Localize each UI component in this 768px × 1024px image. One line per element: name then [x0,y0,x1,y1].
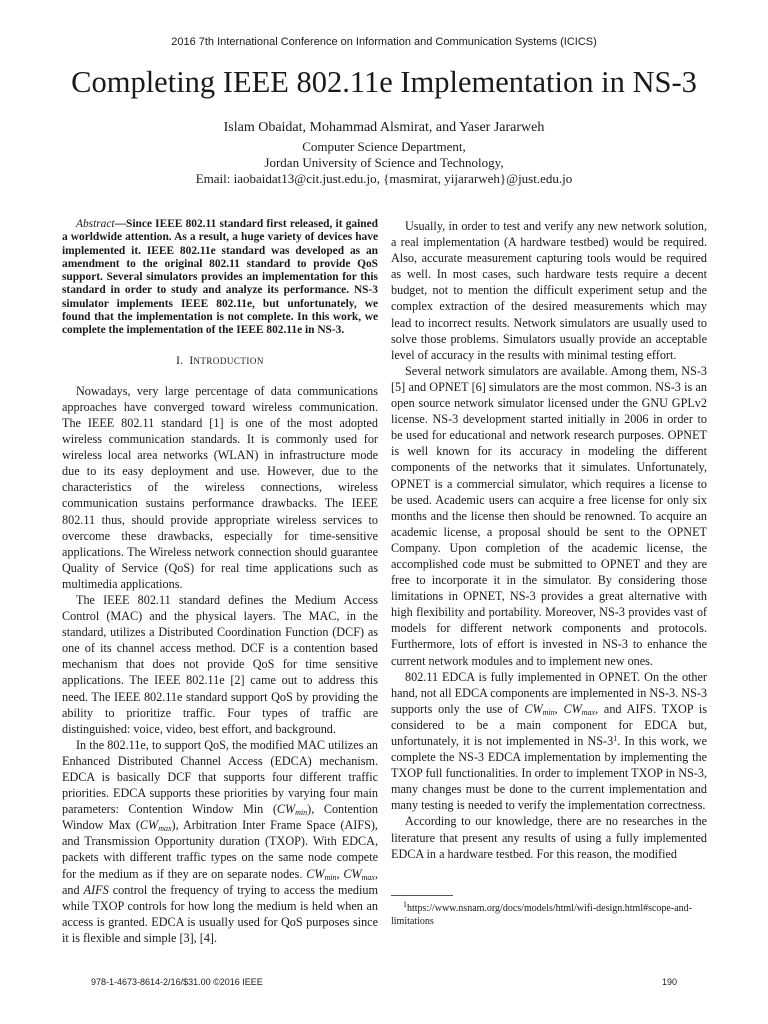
math-subscript: max [158,824,172,834]
math-subscript: max [361,872,375,882]
intro-paragraph-3 [62,737,378,946]
text-segment: ), Contention Window Max ( [62,802,378,833]
math-subscript: min [295,808,308,818]
abstract-heading: Abstract [76,218,115,230]
math-symbol: CW [139,818,159,833]
math-subscript: max [581,707,596,717]
math-symbol: CW [343,866,362,881]
text-segment: In the 802.11e, to support QoS, the modified MAC utilizes an Enhanced Distributed Channel Access (EDCA) mechanism. EDCA is basically DCF that supports four different traffic priorities. EDCA supports these priorities by varying four main parameters: Contention Window Min ( [62,737,378,817]
math-symbol: CW [306,866,325,881]
footnote-url: https://www.nsnam.org/docs/models/html/wifi-design.html#scope-and-limitations [391,903,692,927]
footnote-number: 1 [403,900,407,909]
math-cw-min [524,702,554,716]
math-symbol: CW [524,701,543,716]
text-segment: , [554,701,564,716]
author-email: Email: iaobaidat13@cit.just.edu.jo, {masmirat, yijararweh}@just.edu.jo [195,171,573,186]
math-symbol: CW [563,701,582,716]
text-segment: . In this work, we complete the NS-3 EDCA implementation by implementing the TXOP full functionalities. In order to implement TXOP in NS-3, many changes must be done to the current implementation and many testing is needed to verify the implementation correctness. [391,734,707,813]
abstract [62,218,378,338]
paper-title: Completing IEEE 802.11e Implementation in NS-3 [71,65,697,99]
authors-block [0,118,768,187]
math-aifs: AIFS [83,882,109,897]
intro-paragraph-7: According to our knowledge, there are no researches in the literature that present any results of using a fully implemented EDCA in a hardware testbed. For this reason, the modified [391,814,707,861]
math-cw-max [343,867,375,881]
section-number: I. [176,354,184,367]
left-column [62,218,378,946]
math-subscript: min [324,872,337,882]
author-department: Computer Science Department, [302,139,466,154]
intro-paragraph-2: The IEEE 802.11 standard defines the Medium Access Control (MAC) and the physical layers. The MAC, in the standard, utilizes a Distributed Coordination Function (DCF) as one of its channel access method. DCF is a contention based mechanism that does not provide QoS for time sensitive applications. The IEEE 802.11e [2] came out to address this need. The IEEE 802.11e standard support QoS by providing the ability to prioritize traffic. Four types of traffic are distinguished: voice, video, best effort, and background. [62,592,378,736]
page-number: 190 [662,977,678,987]
text-segment: , and AIFS. TXOP is considered to be a main component for EDCA but, unfortunately, it is not implemented in NS-3 [391,701,708,748]
math-cw-max [140,818,172,832]
footnote-rule [391,895,453,896]
math-symbol: CW [276,802,296,817]
conference-header: 2016 7th International Conference on Information and Communication Systems (ICICS) [171,36,597,48]
author-university: Jordan University of Science and Technology, [264,155,504,170]
intro-paragraph-1: Nowadays, very large percentage of data communications approaches have converged toward wireless communication. The IEEE 802.11 standard [1] is one of the most adopted wireless communication standards. It is commonly used for wireless local area networks (WLAN) in infrastructure mode due to its easy deployment and use. However, due to the characteristics of the wireless connections, wireless communication sustains performance drawbacks. The IEEE 802.11 thus, should provide appropriate wireless services to overcome these drawbacks, especially for time-sensitive applications. The Wireless network connection should guarantee Quality of Service (QoS) for real time applications such as multimedia applications. [62,383,378,591]
author-names: Islam Obaidat, Mohammad Alsmirat, and Yaser Jararweh [223,120,545,135]
text-segment: 802.11 EDCA is fully implemented in OPNET. On the other hand, not all EDCA components are implemented in NS-3. NS-3 supports only the use of [391,669,707,716]
footnote-mark: 1 [613,734,618,743]
math-cw-max [563,702,595,716]
section-title-rest: NTRODUCTION [193,355,264,366]
math-subscript: min [542,707,555,717]
math-cw-min [306,867,336,881]
isbn-copyright: 978-1-4673-8614-2/16/$31.00 ©2016 IEEE [91,977,263,987]
intro-paragraph-6 [391,669,707,814]
section-title-initial: I [189,354,194,367]
footnote [391,902,707,928]
text-segment: , [336,866,344,881]
text-segment: , and [62,866,378,897]
math-cw-min [277,802,307,816]
text-segment: control the frequency of trying to access the medium while TXOP controls for how long the medium is held when an access is granted. EDCA is usually used for QoS purposes since it is flexible and simple [3], [4]. [62,882,378,945]
intro-paragraph-5: Several network simulators are available. Among them, NS-3 [5] and OPNET [6] simulators are the most common. NS-3 is an open source network simulator licensed under the GNU GPLv2 license. NS-3 development started initially in 2006 in order to be used for educational and network research purposes. OPNET is well known for its accuracy in modeling the different components of the networks that it simulates. Unfortunately, OPNET is a commercial simulator, which requires a license to be used. Academic users can acquire a free license for only six months and the license then should be renowned. To acquire an academic license, a proposal should be sent to the OPNET Company. Upon completion of the academic license, the accomplished code must be submitted to OPNET and they are free to incorporate it in the simulator. By considering those limitations in OPNET, NS-3 provides a great alternative with high flexibility and portability. Moreover, NS-3 provides vast of models for different network components and protocols. Furthermore, lots of effort is invested in NS-3 to enhance the current network modules and to implement new ones. [391,363,707,668]
section-heading-introduction [62,353,378,369]
abstract-text: —Since IEEE 802.11 standard first released, it gained a worldwide attention. As a result, a huge variety of devices have implemented it. IEEE 802.11e standard was developed as an amendment to the original 802.11 standard to provide QoS support. Several simulators provides an implementation for this standard in order to study and analyze its performance. NS-3 simulator implements IEEE 802.11e, but unfortunately, we found that the implementation is not complete. In this work, we complete the implementation of the IEEE 802.11e in NS-3. [62,218,378,337]
text-segment: ), Arbitration Inter Frame Space (AIFS), and Transmission Opportunity duration (TXOP). With EDCA, packets with different traffic types on the same node compete for the medium as if they are on separate nodes. [62,818,378,881]
right-column [391,218,707,862]
intro-paragraph-4: Usually, in order to test and verify any new network solution, a real implementation (A hardware testbed) would be required. Also, accurate measurement capturing tools would be required as well. In most cases, such hardware tests require a decent budget, not to mention the difficult experiment setup and the complex extraction of the desired measurements which may lead to incorrect results. Network simulators are usually used to solve those problems. Simulators usually provide an acceptable level of accuracy in the results with minimal testing effort. [391,219,707,362]
